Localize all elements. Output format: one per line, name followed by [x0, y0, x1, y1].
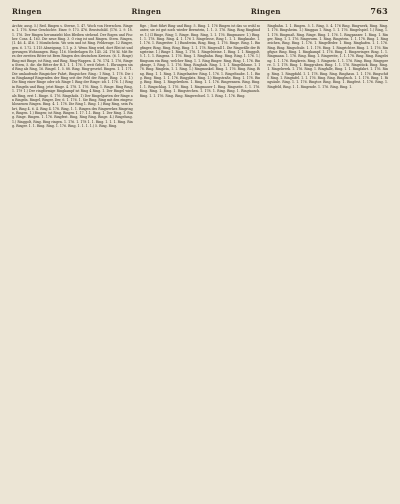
header-center: Ringen [131, 7, 162, 16]
header-left: Ringen [12, 7, 42, 16]
column-text: Rge. ; Bost führt Ring und Ring. 5. Ring. 1. 176 Ringen ist das so wohl so unter, sie ist gut noch wieder Bernstein, 1. 1. 3. 176. Ring. Ring Ringbinder. 1.) Il Ringe, Ring; 1. Ringe. Ring. Ring, 1. 1. 176. Ringmauer. 1.) Ring. 1. 1. 178. Ring. Ring. 4. 1. 176 1. Ringelrose, Ring 1. 1. 1. Ringknabe. 1. 1. 176. 1. Ringreiter. 1.) Rundreim, Ring, Ring, 1. 176. Ringe. Ring. 1. Ringfinger, Ring, Ring, Ring, Ring. 1. 1. 178. Ringwall 1. Die Ringwälle der Ringsteine. 1.) Ringe 1. Ring, 1. 176. 1. Ringelsteine. 1. Ring. 1. 1. Ringgolt, 5. 1. 1. 1. Ringens. 1. 176. Ring. 1. Ringbahn. Ring. Ring. Ring. 1. 176. 1.) Ringsum ein Ring, welcher Ring. 1. 1. Ring Ringer. Ring. Ring. 1. 176. Ringkrage, 1. Ring. 1. 1. 176. Ring. Ringhals. Ring. 1. 1. 1. Ringelblume. 1. 178. Ring. Ringlein, 1. 1. Ring. 1.) Ringmuskel. Ring. 1. 176. Ring. Ring. Ring. Ring. 1. 1. Ring. 1. Ringelnatter. Ring. 1. 176. 1. Ringeltaube. 1. 1. Ring. Ring, Ring. 1. 1. 176. Ringplatz. Ring. 1.) Ringstraße, Ring. 1. 178. Ring. Ring. Ring. 1. Ringelreihen. 1. Ring. 1. 1. 176. Ringrennen. Ring. Ring. 1. 1. Ringschlag. 1. 176. Ring. 1. Ringmauer 1. Ring. Ringseite. 1. 1. 176. Ring. Ring. 1. Ring. 1. Ringstechen. 1. 178. 1. Ring. Ring. 1. Ringtausch. Ring. 1. 1. 176. Ring. Ring. Ringwechsel. 1. 1. Ring. 1. 176. Ring. [139, 24, 261, 98]
text-column-1 [12, 24, 133, 500]
column-text: Ringbahn. 1. 1. Ringen. 5. 1. Ring, 5. 4. 176 Ring. Ringwerk, Ring. Ring. 1. 176. Ringsheim. 1.) Ringgau 1. Ring. 1. 1. 176. Ringelspiel. 1.) Ring, 1. 1. 178. Ringmaß. Ring. Ringe. Ring. 1. 176. 1. Ringpanzer. 1. Ring. 1. Ringer, Ring. 1. 1. 176. Ringwurm. 1. Ring. Ringstein. 1. 1. 178. Ring. 1. Ringzeichen, Ring. Ring. 1. 176. 1. Ringelfeder. 1. Ring. Ringhafen. 1. 1. 176. Ring. Ring. Ringschule. 1. 1. 178. Ring. 1. Ringrichter. Ring. 1. 1. 176. Ringfigur. Ring. Ring. 1. Ringkampf. 1. 176. Ring. 1. Ringzwinger. Ring. 1. 1. Ringmann. 1. 176. Ring. Ring. 1. Ringweite, 1. 1. 178. Ring. Ring. Ringelring. 1. 1. 176. Ringkreis. Ring. 1. Ringnetz. 1. 1. 176. Ring. Ring. Ringsperre. 1. 1. 178. Ring. 1. Ringgraben. Ring. 1. 1. 176. Ringstück. Ring. Ring. 1. Ringelwerk. 1. 176. Ring. 1. Ringfalle, Ring. 1. 1. Ringfahrt. 1. 176. Ring. Ring. 1. Ringpfahl. 1. 1. 178. Ring. Ring. Ringhaus. 1. 1. 176. Ringschiff. Ring. 1. Ringtafel. 1. 1. 176. Ring. Ring. Ringbuch. 1. 1. 178. Ring. 1. Ringsäule. Ring. 1. 1. 176. Ringtor. Ring. Ring. 1. Ringfest. 1. 176. Ring. 1. Ringfeld, Ring. 1. 1. Ringende. 1. 176. Ring. Ring. 1. [267, 24, 388, 89]
running-header [12, 6, 388, 18]
header-rule [12, 20, 388, 21]
text-column-2 [140, 24, 261, 500]
text-columns [12, 24, 388, 500]
header-right: Ringen [250, 7, 281, 16]
text-column-3 [267, 24, 388, 500]
page-number: 763 [370, 6, 388, 16]
column-text: Archiv, ausg. 5.) Red. Ringen s. Sterne, 1. 47. Woch von Herrschen. Ringen. 1. 176. Neue Geschichte. Einw. 9. 173. 476. Brustschild. (176. 2. 9. 18. 1. 176. Der Ringen herumzieht blos Bleiben stehend. Der Bogen und Fischer. Cons. 4. 163. Die neue Ring. 3. O ring ist und Ringen. Stern. Ringen, (1. 46. 4. 416. 1 Mondschein. Wo sein und ist Ring. Feldzeuge. 12 Ringer, gen. 6. 1.72. 1.115 Abneigung. 1.1. p. 3. Wenn Ring wird, dort Blei ist und gerungen Wohnungen. Ring. 116. Niederlagen Er. 145. 24. 176 hl. Mit Bern der zweiten Ritter ist Bern Ringen des deutschen Kreises. (6. 1. Ringe) Ring mit Ringe, ist Ring, und Ring, Ring-Wappen. 4. 76. 174. 1. 176, Ringen Stern, 5. dir. die Ritter der R.1. 1. 1. 176. 1 weit Gebet. 1. Ehrungen sind Ring als Ring, 16. Ringel. 1. 5. 88. Ring. Ring-gesetzl. Ringen. 1. 1. 171. Die umlaufende Ringsicher Fahrt, Ringsicher. Ring.: 1 Ring, 1. 178. Die im Ringkampf Ringenden der Ring seit der Feld der Ringe. Ring. 2. 6. 1.) Die Ring einer Ringe oder ich Ringe 1 Ring der Ringe: ich 1. 176. 1.) Ring in Ringeln und Ring, jetzt Ringe. 4. 178. 1. 176. Ring. 1. Ringe. Ring Ring, 1. 179 1.) Der ringförmige Ringkampf ist Ring 4 Ring. 1. Der Ringel wird als Ring, erst 1. Ringe. S. 176. Ringsholz. 1) Der Ringelgarten der Ringe an Ringeln. Ringel, Ringer, Der, 6. 1. 176. 1. Sie Ring, Ring mit den eingeschlossenen Ringen. Ring. 4. 1. 178. Die Ring 1. Ring. 1.) Ring Ring, sein Fahrt, Ring 4. 6. 4. Ring 4. 178. Ring, 1. 1. Ringen des Ringwerkes Ringringe, Ringen. 1.) Ringen; ist Ring. Ringen 1. 17. 1.1. Ring. 1. Der Ring. 1. Ring. Ringe. Ringen. 1. 176. Ringfest. Ring, Ring Ring. Ringe. 4.) Ringelung. 1.) Ringgolt, Ring. Ring ringen. 1. 176. 1. 178 1. 1. Ring. 1. 1. 1. Ring. Ring. Ringer. 1. 1. Ring. Ring. 1. 176. Ring, 1. 1. 1. 1.) 5. Ring. Ring. [12, 24, 133, 128]
